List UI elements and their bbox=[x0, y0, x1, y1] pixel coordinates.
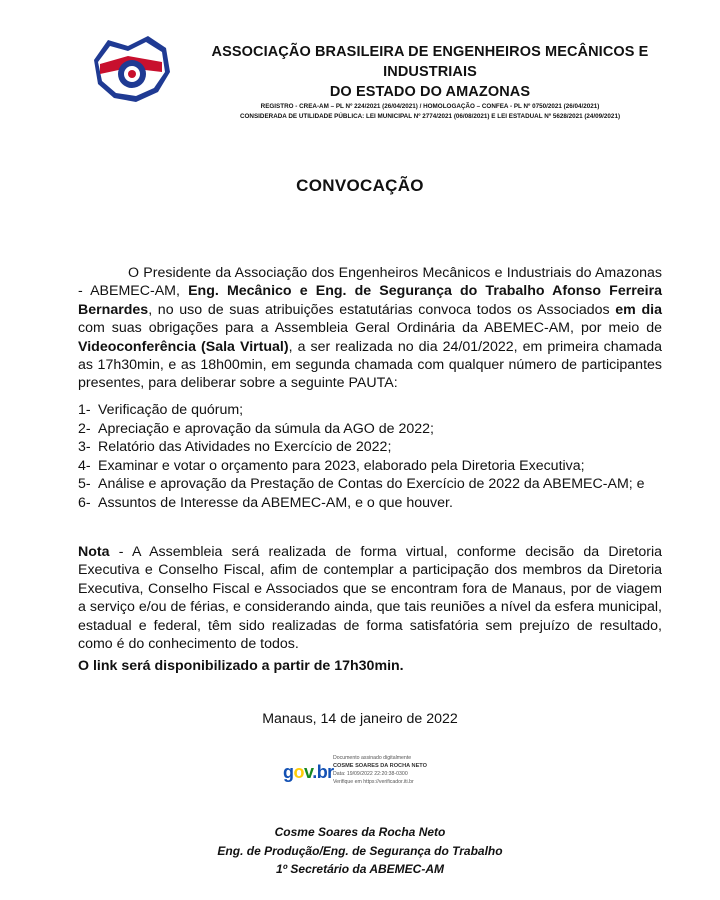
list-item bbox=[78, 438, 678, 457]
list-item-number: 3- bbox=[78, 439, 91, 456]
list-item-number: 2- bbox=[78, 420, 91, 437]
org-name-line1: ASSOCIAÇÃO BRASILEIRA DE ENGENHEIROS MECÂNICOS E INDUSTRIAIS bbox=[211, 44, 649, 80]
govbr-logo-icon: gov.br bbox=[283, 762, 334, 782]
intro-text-3: com suas obrigações para a Assembleia Geral Ordinária da ABEMEC-AM, por meio de bbox=[78, 320, 662, 337]
signer-position: 1º Secretário da ABEMEC-AM bbox=[276, 862, 444, 876]
letterhead bbox=[88, 32, 688, 120]
list-item-text: Assuntos de Interesse da ABEMEC-AM, e o que houver. bbox=[98, 494, 453, 511]
list-item-text: Examinar e votar o orçamento para 2023, elaborado pela Diretoria Executiva; bbox=[98, 457, 585, 474]
list-item bbox=[78, 475, 678, 494]
place-date: Manaus, 14 de janeiro de 2022 bbox=[262, 711, 458, 727]
signature-date: Data: 19/09/2022 22:20:38-0300 bbox=[333, 771, 408, 777]
intro-text-4: , a ser realizada no dia 24/01/2022, em primeira chamada as 17h30min, e as 18h00min, em segunda chamada com qualquer número de participantes presentes, para deliberar sobre a seguinte PAUTA: bbox=[78, 338, 662, 392]
list-item bbox=[78, 457, 678, 476]
em-dia-emphasis: em dia bbox=[615, 301, 662, 318]
list-item bbox=[78, 401, 678, 420]
note-paragraph bbox=[78, 543, 662, 653]
signer-role: Eng. de Produção/Eng. de Segurança do Trabalho bbox=[217, 843, 503, 858]
intro-paragraph bbox=[78, 264, 662, 393]
president-name: Eng. Mecânico e Eng. de Segurança do Trabalho Afonso Ferreira Bernardes bbox=[78, 283, 662, 318]
list-item-text: Análise e aprovação da Prestação de Contas do Exercício de 2022 da ABEMEC-AM; e bbox=[98, 476, 645, 493]
signature-signer: COSME SOARES DA ROCHA NETO bbox=[333, 763, 427, 769]
signature-details bbox=[333, 754, 473, 786]
list-item-text: Verificação de quórum; bbox=[98, 402, 244, 418]
signoff-block bbox=[0, 823, 720, 879]
signer-name: Cosme Soares da Rocha Neto bbox=[274, 825, 446, 839]
org-name-line2: DO ESTADO DO AMAZONAS bbox=[329, 84, 531, 100]
org-public-utility: CONSIDERADA DE UTILIDADE PÚBLICA: LEI MUNICIPAL Nº 2774/2021 (06/08/2021) E LEI ESTADUAL Nº 5628/2021 (24/09/2021) bbox=[239, 113, 621, 120]
document-title: CONVOCAÇÃO bbox=[296, 176, 424, 195]
list-item-text: Relatório das Atividades no Exercício de 2022; bbox=[98, 439, 392, 456]
list-item-text: Apreciação e aprovação da súmula da AGO de 2022; bbox=[98, 420, 434, 437]
list-item bbox=[78, 420, 678, 439]
list-item-number: 4- bbox=[78, 457, 91, 474]
abemec-logo-icon bbox=[88, 32, 174, 106]
org-registration: REGISTRO - CREA-AM – PL Nº 224/2021 (26/04/2021) / HOMOLOGAÇÃO – CONFEA - PL Nº 0750/2021 (26/04/2021) bbox=[260, 103, 600, 110]
signature-verify: Verifique em https://verificador.iti.br bbox=[333, 779, 414, 785]
digital-signature-stamp bbox=[283, 754, 473, 800]
note-text: - A Assembleia será realizada de forma virtual, conforme decisão da Diretoria Executiva e Conselho Fiscal, afim de contemplar a participação dos membros da Diretoria Executiva, Conselho Fiscal e Associados que se encontram fora de Manaus, por de viagem a serviço e/ou de férias, e considerando ainda, que tais reuniões a nível da esfera municipal, estadual e federal, têm sido realizadas de forma satisfatória sem prejuízo de resultado, como é do conhecimento de todos. bbox=[78, 544, 662, 653]
list-item bbox=[78, 494, 678, 513]
intro-text-1: O Presidente da Associação dos Engenheiros Mecânicos e Industriais do Amazonas - ABEMEC-AM, bbox=[78, 265, 662, 300]
list-item-number: 6- bbox=[78, 494, 91, 511]
list-item-number: 1- bbox=[78, 402, 91, 418]
letterhead-text bbox=[180, 42, 680, 122]
note-label: Nota bbox=[78, 544, 110, 560]
signature-caption: Documento assinado digitalmente bbox=[333, 755, 412, 761]
videoconference-emphasis: Videoconferência (Sala Virtual) bbox=[78, 338, 289, 355]
link-notice: O link será disponibilizado a partir de 17h30min. bbox=[78, 658, 404, 674]
list-item-number: 5- bbox=[78, 476, 91, 493]
intro-text-2: , no uso de suas atribuições estatutárias convoca todos os Associados bbox=[148, 301, 616, 318]
agenda-list bbox=[78, 401, 678, 513]
